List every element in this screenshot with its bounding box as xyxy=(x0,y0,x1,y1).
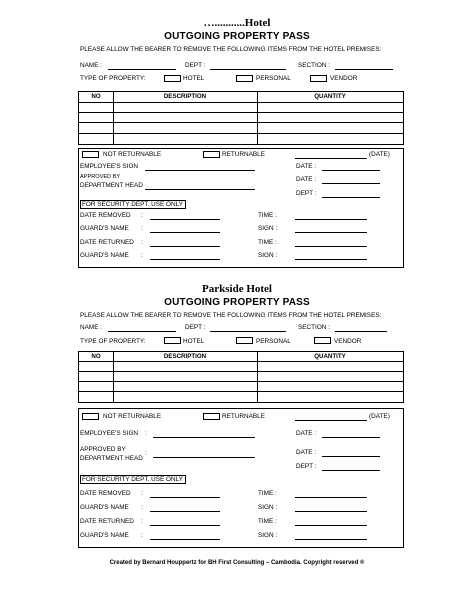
not-returnable-label: NOT RETURNABLE xyxy=(103,413,162,420)
date-label-2: DATE : xyxy=(296,176,317,183)
security-use-label: FOR SECURITY DEPT. USE ONLY xyxy=(82,201,183,208)
department-head-label: DEPARTMENT HEAD xyxy=(80,182,143,189)
hotel-option-label: HOTEL xyxy=(183,338,205,345)
returnable-label: RETURNABLE xyxy=(222,413,265,420)
sign-field[interactable] xyxy=(295,511,367,512)
guard-name-field-2[interactable] xyxy=(150,539,220,540)
instruction-text: PLEASE ALLOW THE BEARER TO REMOVE THE FOLLOWING ITEMS FROM THE HOTEL PREMISES: xyxy=(80,312,382,319)
not-returnable-checkbox[interactable] xyxy=(82,151,99,158)
vendor-option-label: VENDOR xyxy=(334,338,362,345)
guard-name-label-2: GUARD'S NAME xyxy=(80,532,129,539)
personal-checkbox[interactable] xyxy=(236,337,253,344)
employee-sign-label: EMPLOYEE'S SIGN xyxy=(80,163,139,170)
time-label: TIME : xyxy=(258,212,277,219)
pass-title: OUTGOING PROPERTY PASS xyxy=(164,297,310,308)
guard-name-label: GUARD'S NAME xyxy=(80,504,129,511)
date-removed-field[interactable] xyxy=(150,497,220,498)
colon: : xyxy=(141,504,143,511)
personal-option-label: PERSONAL xyxy=(256,75,291,82)
hotel-name: Parkside Hotel xyxy=(202,283,272,295)
col-no: NO xyxy=(91,353,101,360)
hotel-name: …...........Hotel xyxy=(203,17,271,29)
time-label-2: TIME : xyxy=(258,518,277,525)
name-field[interactable] xyxy=(108,69,176,70)
date-removed-field[interactable] xyxy=(150,219,220,220)
time-label-2: TIME : xyxy=(258,239,277,246)
section-field[interactable] xyxy=(335,69,393,70)
sign-label-2: SIGN : xyxy=(258,252,278,259)
type-label: TYPE OF PROPERTY: xyxy=(80,338,146,345)
returnable-checkbox[interactable] xyxy=(203,151,220,158)
date-field-2[interactable] xyxy=(322,183,380,184)
date-paren-label: (DATE) xyxy=(369,413,390,420)
sign-label: SIGN : xyxy=(258,504,278,511)
pass-title: OUTGOING PROPERTY PASS xyxy=(164,31,310,42)
colon: : xyxy=(141,490,143,497)
section-field[interactable] xyxy=(335,331,387,332)
date-label: DATE : xyxy=(296,430,317,437)
time-field[interactable] xyxy=(295,497,367,498)
col-quantity: QUANTITY xyxy=(314,353,346,360)
date-label: DATE : xyxy=(296,163,317,170)
date-field-2[interactable] xyxy=(322,456,380,457)
time-label: TIME : xyxy=(258,490,277,497)
footer-credit: Created by Bernard Houppertz for BH First Consulting – Cambodia. Copyright reserved ® xyxy=(109,560,365,566)
dept-label-2: DEPT : xyxy=(296,190,317,197)
hotel-checkbox[interactable] xyxy=(164,75,181,82)
personal-option-label: PERSONAL xyxy=(256,338,291,345)
date-paren-label: (DATE) xyxy=(369,151,390,158)
employee-sign-label: EMPLOYEE'S SIGN xyxy=(80,430,139,437)
dept-label-2: DEPT : xyxy=(296,463,317,470)
hotel-option-label: HOTEL xyxy=(183,75,205,82)
date-removed-label: DATE REMOVED xyxy=(80,490,131,497)
col-no: NO xyxy=(91,93,101,100)
dept-label: DEPT : xyxy=(185,62,206,69)
name-label: NAME : xyxy=(80,62,103,69)
section-label: SECTION : xyxy=(298,62,330,69)
not-returnable-checkbox[interactable] xyxy=(82,413,99,420)
name-field[interactable] xyxy=(108,331,176,332)
colon: : xyxy=(141,532,143,539)
date-returned-label: DATE RETURNED xyxy=(80,239,134,246)
guard-name-label-2: GUARD'S NAME xyxy=(80,252,129,259)
guard-name-field[interactable] xyxy=(150,511,220,512)
colon: : xyxy=(145,450,147,457)
returnable-label: RETURNABLE xyxy=(222,151,265,158)
sign-field-2[interactable] xyxy=(295,259,367,260)
not-returnable-label: NOT RETURNABLE xyxy=(103,151,162,158)
colon: : xyxy=(141,518,143,525)
col-description: DESCRIPTION xyxy=(163,353,207,360)
dept-label: DEPT : xyxy=(185,324,206,331)
vendor-checkbox[interactable] xyxy=(310,75,327,82)
dept-field[interactable] xyxy=(210,69,286,70)
personal-checkbox[interactable] xyxy=(236,75,253,82)
sign-label: SIGN : xyxy=(258,225,278,232)
date-field[interactable] xyxy=(322,437,380,438)
hotel-checkbox[interactable] xyxy=(164,337,181,344)
approved-by-label: APPROVED BY xyxy=(80,446,126,453)
items-table xyxy=(78,351,404,403)
sign-field-2[interactable] xyxy=(295,539,367,540)
date-returned-label: DATE RETURNED xyxy=(80,518,134,525)
time-field[interactable] xyxy=(295,219,367,220)
sign-field[interactable] xyxy=(295,232,367,233)
date-returned-field[interactable] xyxy=(150,246,220,247)
colon: : xyxy=(141,225,143,232)
date-field[interactable] xyxy=(322,170,380,171)
colon: : xyxy=(141,239,143,246)
date-label-2: DATE : xyxy=(296,449,317,456)
vendor-checkbox[interactable] xyxy=(314,337,331,344)
returnable-checkbox[interactable] xyxy=(203,413,220,420)
type-label: TYPE OF PROPERTY: xyxy=(80,75,146,82)
guard-name-field-2[interactable] xyxy=(150,259,220,260)
return-date-field[interactable] xyxy=(295,158,367,159)
vendor-option-label: VENDOR xyxy=(330,75,358,82)
colon: : xyxy=(141,252,143,259)
section-label: SECTION : xyxy=(298,324,330,331)
return-date-field[interactable] xyxy=(295,420,367,421)
items-table xyxy=(78,91,404,145)
dept-field-2[interactable] xyxy=(322,197,380,198)
dept-field[interactable] xyxy=(210,331,286,332)
instruction-text: PLEASE ALLOW THE BEARER TO REMOVE THE FOLLOWING ITEMS FROM THE HOTEL PREMISES: xyxy=(80,46,382,53)
approver-field[interactable] xyxy=(145,189,255,190)
guard-name-field[interactable] xyxy=(150,232,220,233)
name-label: NAME : xyxy=(80,324,103,331)
approved-by-label: APPROVED BY xyxy=(80,174,121,180)
colon: : xyxy=(141,212,143,219)
colon: : xyxy=(145,430,147,437)
guard-name-label: GUARD'S NAME xyxy=(80,225,129,232)
security-use-label: FOR SECURITY DEPT. USE ONLY xyxy=(82,476,183,483)
department-head-label: DEPARTMENT HEAD xyxy=(80,455,143,462)
time-field-2[interactable] xyxy=(295,525,367,526)
employee-sign-field[interactable] xyxy=(145,170,255,171)
col-quantity: QUANTITY xyxy=(314,93,346,100)
date-returned-field[interactable] xyxy=(150,525,220,526)
dept-field-2[interactable] xyxy=(322,470,380,471)
sign-label-2: SIGN : xyxy=(258,532,278,539)
date-removed-label: DATE REMOVED xyxy=(80,212,131,219)
time-field-2[interactable] xyxy=(295,246,367,247)
col-description: DESCRIPTION xyxy=(163,93,207,100)
approver-field[interactable] xyxy=(153,457,255,458)
employee-sign-field[interactable] xyxy=(153,437,255,438)
